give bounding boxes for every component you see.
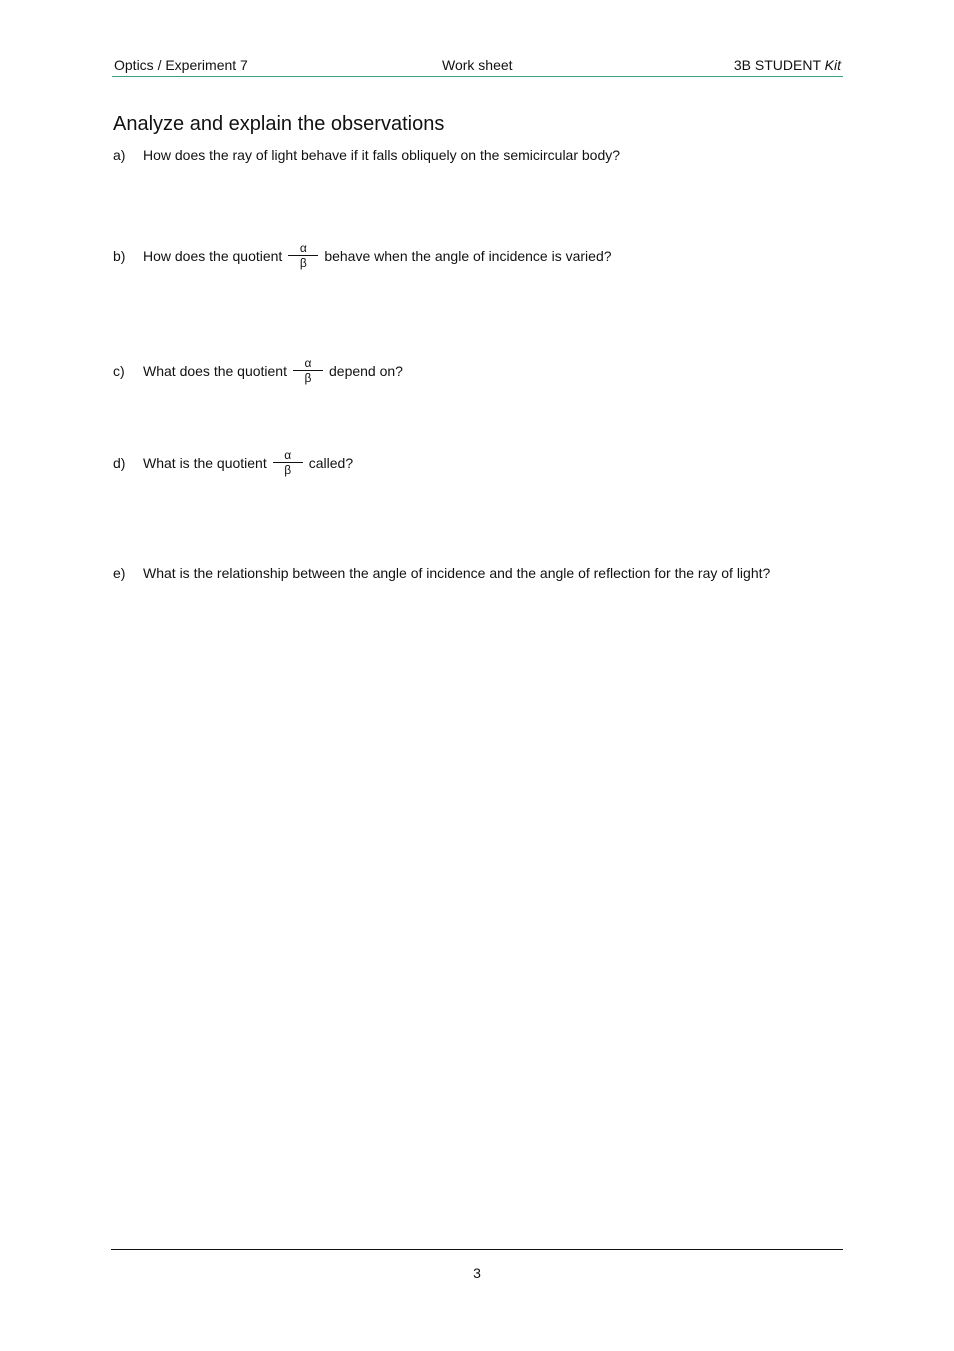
question-letter: c) (113, 362, 125, 379)
question-text: How does the quotient (143, 247, 283, 264)
question-a (113, 147, 620, 163)
fraction-denominator: β (299, 256, 307, 270)
question-text: What is the quotient (143, 454, 267, 471)
question-c (113, 356, 403, 385)
question-text-after: depend on? (329, 362, 403, 379)
question-d (113, 448, 353, 477)
fraction-alpha-beta (293, 356, 323, 385)
header-doc-type: Work sheet (442, 57, 513, 73)
question-letter: a) (113, 147, 126, 163)
page-header (112, 56, 843, 77)
question-text-after: behave when the angle of incidence is varied? (324, 247, 612, 264)
fraction-numerator: α (304, 356, 312, 370)
question-text: How does the ray of light behave if it falls obliquely on the semicircular body? (143, 147, 621, 163)
fraction-numerator: α (299, 241, 307, 255)
fraction-numerator: α (284, 448, 292, 462)
header-brand (734, 57, 841, 73)
question-letter: e) (113, 565, 126, 581)
footer-divider (111, 1249, 843, 1250)
fraction-alpha-beta (288, 241, 318, 270)
question-letter: d) (113, 454, 126, 471)
question-e (113, 565, 770, 581)
question-text: What does the quotient (143, 362, 287, 379)
header-brand-italic: Kit (824, 57, 841, 73)
header-section: Optics / Experiment 7 (114, 57, 248, 73)
question-text: What is the relationship between the angle of incidence and the angle of reflection for the ray of light? (143, 565, 771, 581)
header-brand-prefix: 3B STUDENT (733, 57, 825, 73)
question-b (113, 241, 612, 270)
question-text-after: called? (308, 454, 354, 471)
fraction-denominator: β (304, 371, 312, 385)
page-number: 3 (473, 1265, 481, 1281)
fraction-denominator: β (284, 463, 292, 477)
fraction-alpha-beta (273, 448, 303, 477)
question-letter: b) (113, 247, 126, 264)
section-title: Analyze and explain the observations (113, 113, 445, 135)
